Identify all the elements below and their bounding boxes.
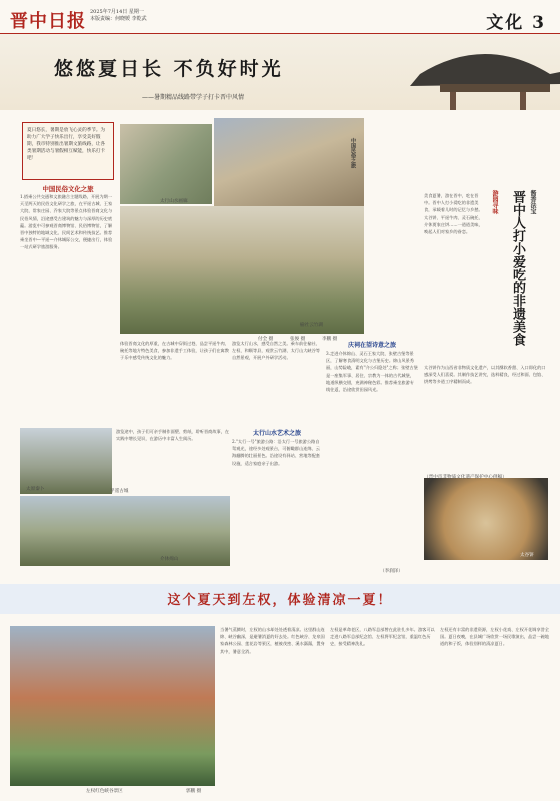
- zuoquan-photo: [10, 626, 215, 786]
- photo-caption-4: 太原秦卜: [26, 487, 45, 492]
- editors: 本版责编：何晓媛 李乾武: [90, 16, 147, 22]
- scenic-photo-1: [120, 124, 212, 204]
- intro-text: 夏日悠长，暑期是放飞心灵的季节。为助力广大学子快乐出行，享受美好假期，我市特别推出暑期文旅线路，让各类暑期活动与暑假相互赋能，快乐打卡吧！: [27, 128, 106, 161]
- bottom-col-3: 左权还有丰富的非遗资源，左权小花戏、左权开花调享誉全国。夏日夜晚，在县城广场欣赏一场民歌演出，品尝一碗地道的和子饭，体验别样的清凉夏日。: [440, 627, 549, 647]
- scenic-photo-5: [20, 496, 230, 566]
- photo-credit-1: 付全 摄: [258, 337, 274, 342]
- photo-caption-3: 榆社云竹湖: [300, 323, 323, 328]
- route2-body-cont: 2."太行一号"旅游公路：沿太行一号旅游公路自驾观光，途经多处观景台，可俯瞰群山连绵、云海翻腾的壮丽景色。沿途设有驿站、营地等配套设施，适合家庭亲子出游。: [232, 439, 320, 466]
- photo-credit-3: 李鹏 摄: [322, 337, 338, 342]
- photo-caption-6: 介休绵山: [160, 557, 179, 562]
- intro-box: [22, 122, 114, 180]
- date-line: [90, 9, 210, 23]
- route2-body: 游览太行山水，感受自然之美。乘车前往榆社、左权、和顺等县，观赏云竹湖、太行山大峡谷等自然景观，开展户外研学活动。: [232, 341, 320, 361]
- bottom-title: 这个夏天到左权，体验清凉一夏！: [167, 593, 393, 608]
- side-story-title: 晋中人打小爱吃的非遗美食: [510, 190, 525, 346]
- route1-title: 中国民俗文化之旅: [42, 185, 94, 193]
- photo-caption-5: 平遥古城: [110, 489, 129, 494]
- scenic-photo-4: [20, 428, 112, 494]
- pagoda-roof-illustration: [410, 34, 560, 110]
- side-story-body-2: 太谷饼作为山西省非物质文化遗产，以其酥软香甜、入口即化的口感深受人们喜爱。其制作技艺讲究，选料精良，经过和面、包馅、烘烤等多道工序精制而成。: [424, 365, 546, 385]
- route3-title: 庆祠在望诗意之旅: [347, 342, 396, 349]
- masthead: [0, 0, 560, 34]
- side-story-credit: （晋中市非物质文化遗产保护中心供稿）: [424, 475, 507, 480]
- page-headline: 悠悠夏日长 不负好时光: [54, 58, 284, 80]
- newspaper-logo: 晋中日报: [10, 11, 86, 32]
- food-caption: 太谷饼: [520, 553, 534, 558]
- date: 2025年7月14日 星期一: [90, 9, 144, 15]
- side-story-subtitle: 酱香法宝: [529, 190, 536, 214]
- section-label: 文化 3: [486, 13, 546, 33]
- bottom-photo-caption: 左权红色峡谷景区: [86, 789, 123, 794]
- scenic-photo-2: [214, 118, 364, 210]
- food-photo: [424, 478, 548, 560]
- bottom-col-1: 当暑气蒸腾时，左权的山水却处处透着清凉。这里群山连绵、峡谷幽深，是避暑消夏的好去处。红色峡谷、龙泉国家森林公园、莲花岩等景区，植被茂密、溪水潺潺，置身其中，暑意全消。: [220, 627, 325, 654]
- route2-title: 太行山水艺术之旅: [252, 430, 301, 437]
- route1-extra: 游览途中，孩子们可亲手制作面塑、剪纸，聆听晋商故事，在实践中增长见识，在游历中丰富人生阅历。: [116, 429, 230, 442]
- photo-caption-1: 太行山水画廊: [160, 199, 188, 204]
- page-subhead: ——暑期精品线路带学子打卡晋中风情: [142, 94, 245, 101]
- feature-author: （李润泽）: [380, 569, 403, 574]
- side-story-kicker: 游园寻味: [491, 190, 498, 214]
- side-story-body: 美食夏暑，游在晋中，吃在晋中。晋中人打小爱吃的非遗美食，承载着儿时的记忆与乡愁。太谷饼、平遥牛肉、灵石碗托、介休贾家庄饼……一道道美味，唤起人们对家乡的眷恋。: [424, 193, 483, 235]
- route1-body-cont: 体验晋商文化的厚重，在古城中穿街过巷，品尝平遥牛肉、碗托等地方特色美食，参加非遗手工体验，让孩子们在寓教于乐中感受传统文化的魅力。: [120, 341, 229, 361]
- bottom-photo-credit: 郭鹏 摄: [186, 789, 202, 794]
- bottom-col-2: 左权是革命老区，八路军总部曾在此驻扎多年。游客可以走进八路军总部纪念馆、左权将军纪念馆，重温红色历史，接受精神洗礼。: [330, 627, 435, 647]
- route3-body: 3.走进介休绵山、灵石王家大院、张壁古堡等景区，了解寒食清明文化与古堡历史。绵山风景秀丽，山势险峻，素有"介公归隐处"之称；张壁古堡是一座集军事、居住、宗教为一体的古代城堡，地道纵横交错，充满神秘色彩。推荐乘坐旅游专线往返，沿途欣赏田园风光。: [326, 351, 418, 393]
- route1-body: 1.搭乘公共交通和文旅融合主题线路，开展为期一天至两天的民俗文化研学之旅，在平遥古城、王家大院、常家庄园、乔家大院等景点体验晋商文化与民俗风情，沿途感受古建筑的魅力与深厚的历史底蕴。游览中可参观晋商博物馆、民俗博物馆，了解晋中独特的地域文化、民间艺术和传统技艺。推荐乘坐晋中—平遥—介休城际公交，便捷出行，体验一站式研学旅游服务。: [20, 194, 113, 250]
- photo-caption-2: 中国民俗之旅: [350, 138, 356, 168]
- scenic-photo-3: [120, 206, 364, 334]
- photo-credit-2: 张俊 摄: [290, 337, 306, 342]
